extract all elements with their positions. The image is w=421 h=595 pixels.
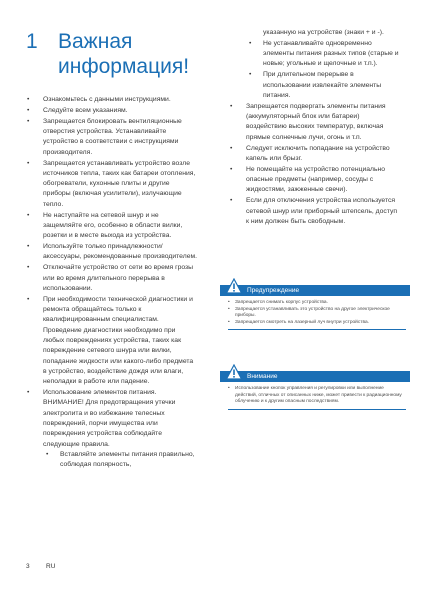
warning-triangle-icon [226,364,242,380]
caution-item: • Использование кнопок управления и регулировки или выполнение действий, отличных от описанных ниже, может привести к радиационному облучению и к другим опасным последствиям. [228,386,406,406]
warning-item: • Запрещается снимать корпус устройства. [228,300,406,307]
warning-item: • Запрещается устанавливать это устройство на другое электрическое приборы. [228,307,406,320]
sub-list-item: • При длительном перерыве в использовании извлекайте элементы питания. [246,70,399,101]
right-column [229,28,399,228]
chapter-number: 1 [26,30,38,53]
list-item: • Запрещается устанавливать устройство возле источников тепла, таких как батареи отопления, обогреватели, кухонные плиты и другие приборы (включая усилители), излучающие тепло. [26,159,198,210]
battery-sublist-continued [229,39,399,101]
list-item: • Следуйте всем указаниям. [26,106,198,116]
language-code: RU [46,563,56,570]
caution-box [220,371,410,413]
chapter-title: Важная информация! [58,30,190,78]
warning-title: Предупреждение [247,287,300,294]
list-item: • При необходимости технической диагностики и ремонта обращайтесь только к квалифицированным специалистам. Проведение диагностики необходимо при любых повреждениях устройства, таких как повреждение сетевого шнура или вилки, попадание жидкости или какого-либо предмета в устройство, воздействие дождя или влаги, неполадки в работе или падение. [26,295,198,388]
list-item: • Запрещается подвергать элементы питания (аккумуляторный блок или батареи) воздействию высоких температур, включая прямые солнечные лучи, огонь и т.п. [229,102,399,143]
warning-divider [228,329,406,330]
warning-item: • Запрещается смотреть на лазерный луч внутри устройства. [228,320,406,327]
list-item: • Не помещайте на устройство потенциально опасные предметы (например, сосуды с жидкостями, зажженные свечи). [229,165,399,196]
list-item: • Не наступайте на сетевой шнур и не защемляйте его, особенно в области вилки, розетки и в месте выхода из устройства. [26,211,198,242]
safety-list-right [229,102,399,227]
sub-list-item: • Вставляйте элементы питания правильно, соблюдая полярность, [43,450,198,471]
continued-text: указанную на устройстве (знаки + и -). [263,29,384,36]
list-item [26,388,198,470]
list-item-text: Использование элементов питания. ВНИМАНИЕ! Для предотвращения утечки электролита и во избежание телесных повреждений, порчи имущества или повреждения устройства соблюдайте следующие правила. [43,389,176,448]
battery-sublist [43,450,198,471]
page-number: 3 [26,563,30,570]
list-item: • Запрещается блокировать вентиляционные отверстия устройства. Устанавливайте устройство в соответствии с инструкциями производителя. [26,117,198,158]
list-item: • Следует исключить попадание на устройство капель или брызг. [229,144,399,165]
warning-body [220,296,410,333]
caution-header [220,371,410,382]
caution-title: Внимание [247,373,278,380]
warning-triangle-icon [226,278,242,294]
sub-list-item: • Не устанавливайте одновременно элементы питания разных типов (старые и новые; угольные и щелочные и т.п.). [246,39,399,70]
warning-header [220,285,410,296]
list-item: • Ознакомьтесь с данными инструкциями. [26,95,198,105]
warning-box [220,285,410,333]
caution-body [220,382,410,413]
left-column [26,95,198,471]
list-item: • Используйте только принадлежности/ аксессуары, рекомендованные производителем. [26,242,198,263]
list-item: • Если для отключения устройства используется сетевой шнур или приборный штепсель, доступ к ним должен быть свободным. [229,196,399,227]
list-item: • Отключайте устройство от сети во время грозы или во время длительного перерыва в использовании. [26,263,198,294]
safety-list-left [26,95,198,470]
caution-divider [228,409,406,410]
